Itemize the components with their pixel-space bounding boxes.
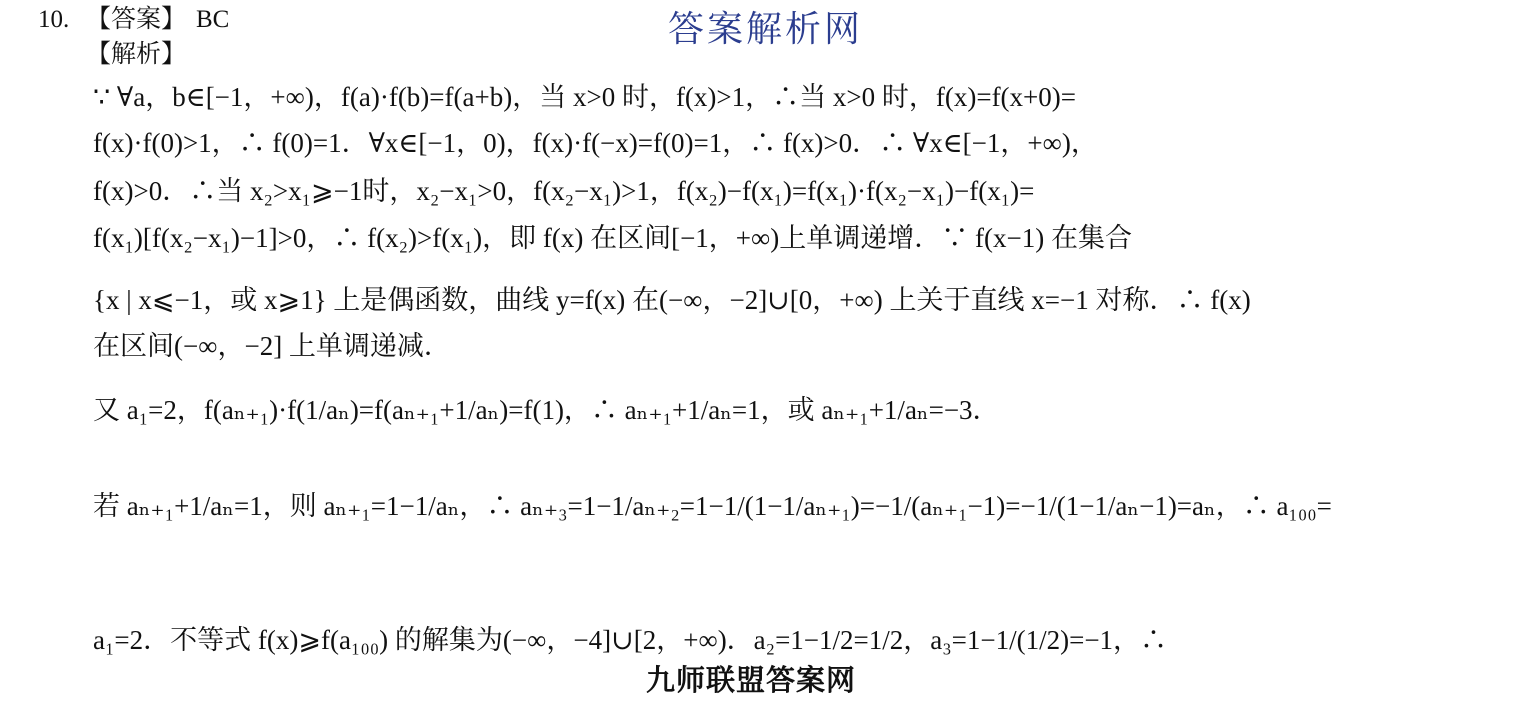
formula-line-1: ∵ ∀a，b∈[−1，+∞)，f(a)·f(b)=f(a+b)，当 x>0 时，f(x)>1，∴当 x>0 时，f(x)=f(x+0)= [93, 82, 1076, 112]
answer-value: BC [196, 6, 230, 33]
formula-line-3: f(x)>0．∴当 x₂>x₁⩾−1时，x₂−x₁>0，f(x₂−x₁)>1，f(x₂)−f(x₁)=f(x₁)·f(x₂−x₁)−f(x₁)= [93, 176, 1035, 206]
formula-line-9: a₁=2．不等式 f(x)⩾f(a₁₀₀) 的解集为(−∞，−4]∪[2，+∞)．a₂=1−1/2=1/2，a₃=1−1/(1/2)=−1，∴ [93, 625, 1168, 655]
formula-line-7: 又 a₁=2，f(aₙ₊₁)·f(1/aₙ)=f(aₙ₊₁+1/aₙ)=f(1)，∴ aₙ₊₁+1/aₙ=1，或 aₙ₊₁+1/aₙ=−3． [93, 395, 1000, 425]
formula-line-4: f(x₁)[f(x₂−x₁)−1]>0，∴ f(x₂)>f(x₁)，即 f(x) 在区间[−1，+∞)上单调递增．∵ f(x−1) 在集合 [93, 223, 1132, 253]
formula-line-8: 若 aₙ₊₁+1/aₙ=1，则 aₙ₊₁=1−1/aₙ，∴ aₙ₊₃=1−1/aₙ₊₂=1−1/(1−1/aₙ₊₁)=−1/(aₙ₊₁−1)=−1/(1−1/aₙ−1)=aₙ，∴ a₁₀₀= [93, 491, 1332, 521]
analysis-label: 【解析】 [86, 41, 187, 68]
formula-line-6: 在区间(−∞，−2] 上单调递减． [93, 331, 451, 361]
watermark-top: 答案解析网 [668, 9, 864, 50]
answer-label: 【答案】 [86, 6, 187, 33]
question-number: 10. [38, 6, 70, 33]
watermark-bottom: 九师联盟答案网 [646, 663, 857, 697]
formula-line-2: f(x)·f(0)>1，∴ f(0)=1．∀x∈[−1，0)，f(x)·f(−x)=f(0)=1，∴ f(x)>0．∴ ∀x∈[−1，+∞)， [93, 128, 1098, 158]
formula-line-5: {x | x⩽−1，或 x⩾1} 上是偶函数，曲线 y=f(x) 在(−∞，−2]∪[0，+∞) 上关于直线 x=−1 对称．∴ f(x) [93, 285, 1251, 315]
